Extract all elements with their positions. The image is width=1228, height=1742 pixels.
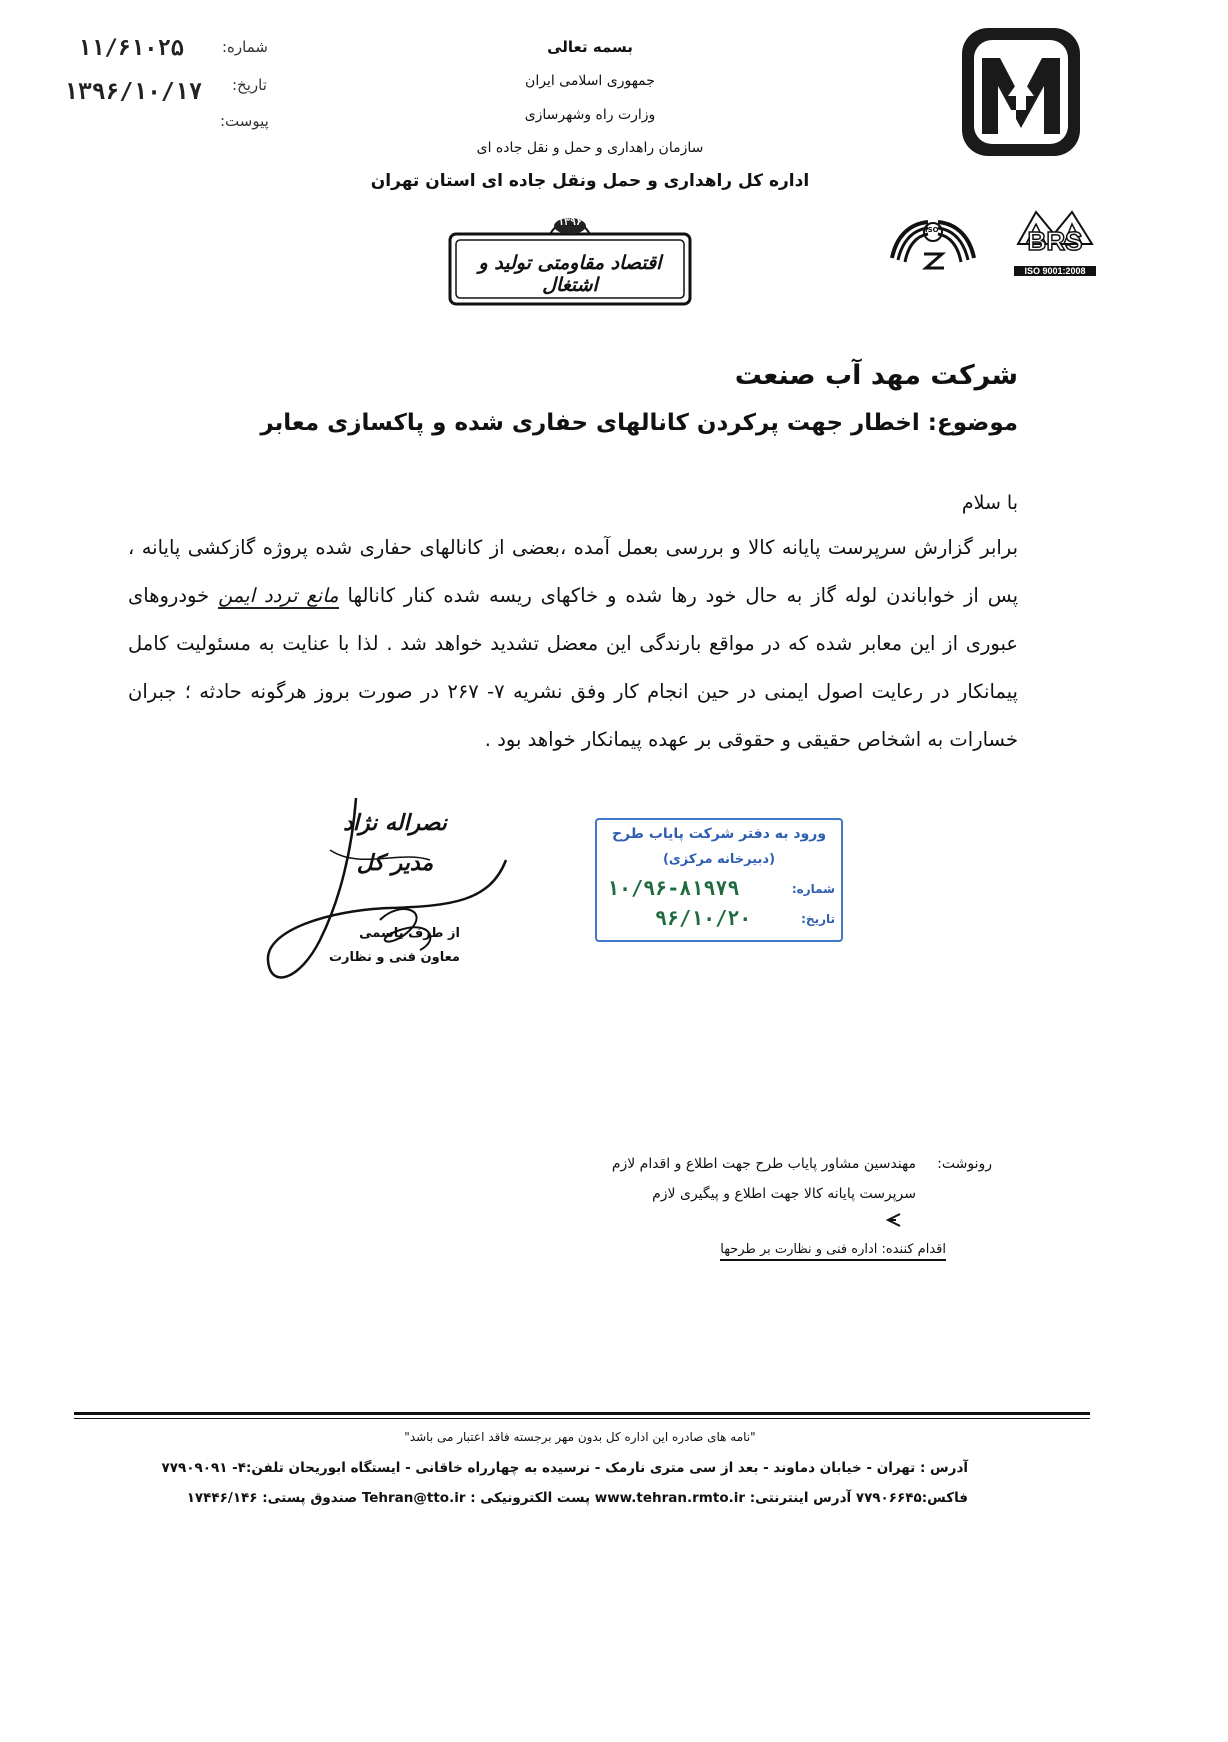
letter-date-value: ۱۳۹۶/۱۰/۱۷ — [64, 79, 203, 105]
received-stamp — [595, 818, 843, 942]
letter-number-value: ۱۱/۶۱۰۲۵ — [78, 36, 184, 61]
cc-line1: مهندسین مشاور پایاب طرح جهت اطلاع و اقدام لازم — [611, 1156, 916, 1172]
certification-seal — [888, 214, 978, 276]
letter-body-part2: خودروهای عبوری از این معابر شده که در مواقع بارندگی این معضل تشدید خواهد شد . لذا با عنایت به مسئولیت کامل پیمانکار در رعایت اصول ایمنی در حین انجام کار وفق نشریه ۷- ۲۶۷ در صورت بروز هرگونه حادثه ؛ جبران خسارات به اشخاص حقیقی و حقوقی بر عهده پیمانکار خواهد بود . — [128, 584, 1018, 751]
footer-divider — [74, 1412, 1090, 1415]
footer-divider-thin — [74, 1418, 1090, 1419]
letter-attachment-label: پیوست: — [220, 112, 269, 130]
footer-contact: فاکس:۷۷۹۰۶۶۴۵ آدرس اینترنتی: www.tehran.rmto.ir پست الکترونیکی : Tehran@tto.ir صندوق پستی: ۱۷۴۴۶/۱۴۶ — [186, 1490, 968, 1506]
slogan-text: اقتصاد مقاومتی تولید و اشتغال — [478, 252, 662, 296]
slogan-box — [446, 204, 694, 308]
footer-address: آدرس : تهران - خیابان دماوند - بعد از سی متری نارمک - نرسیده به چهارراه خاقانی - ایستگاه ابوریحان تلفن:۴- ۷۷۹۰۹۰۹۱ — [161, 1460, 968, 1476]
slogan-year: ۱۳۹۶ — [557, 217, 583, 228]
header-organization: سازمان راهداری و حمل و نقل جاده ای — [476, 140, 704, 156]
header-office: اداره کل راهداری و حمل ونقل جاده ای استان تهران — [370, 171, 810, 191]
letter-subject: موضوع: اخطار جهت پرکردن کانالهای حفاری شده و پاکسازی معابر — [260, 410, 1018, 436]
letter-body — [128, 524, 1018, 764]
check-mark-icon — [884, 1212, 902, 1228]
brs-label: BRS — [1027, 226, 1083, 256]
received-stamp-line2: (دبیرخانه مرکزی) — [662, 852, 776, 867]
received-stamp-date-label: تاریخ: — [801, 912, 835, 926]
signatory-on-behalf: از طرف یاسمی — [359, 926, 460, 941]
signatory-deputy: معاون فنی و نظارت — [328, 950, 460, 965]
letter-body-part1: برابر گزارش سرپرست پایانه کالا و بررسی بعمل آمده ،بعضی از کانالهای حفاری شده پروژه گازکشی پایانه ، پس از خواباندن لوله گاز به حال خود رها شده و خاکهای ریسه شده کنار کانالها — [128, 536, 1018, 607]
letter-date-label: تاریخ: — [232, 76, 267, 94]
header-ministry: وزارت راه وشهرسازی — [524, 107, 656, 123]
received-stamp-date-value: ۹۶/۱۰/۲۰ — [655, 906, 752, 930]
cc-label: رونوشت: — [937, 1156, 992, 1172]
basmala: بسمه تعالی — [547, 38, 633, 56]
brs-iso-badge — [1014, 206, 1096, 280]
header-country: جمهوری اسلامی ایران — [525, 73, 655, 89]
signatory-name: نصراله نژاد — [343, 810, 447, 836]
received-stamp-line1: ورود به دفتر شرکت پایاب طرح — [611, 826, 827, 842]
letter-body-underlined: مانع تردد ایمن — [218, 584, 339, 607]
certification-seal-label: ISO — [925, 226, 939, 234]
letter-number-label: شماره: — [222, 38, 268, 56]
letter-recipient: شرکت مهد آب صنعت — [734, 360, 1018, 391]
received-stamp-number-value: ۱۰/۹۶-۸۱۹۷۹ — [607, 876, 740, 900]
letter-greeting: با سلام — [961, 492, 1018, 514]
signatory-title: مدیر کل — [356, 850, 434, 876]
footer-disclaimer: "نامه های صادره این اداره کل بدون مهر برجسته فاقد اعتبار می باشد" — [404, 1430, 756, 1444]
ministry-logo — [960, 26, 1082, 158]
iso-label: ISO 9001:2008 — [1014, 266, 1096, 276]
cc-action: اقدام کننده: اداره فنی و نظارت بر طرحها — [720, 1242, 946, 1261]
received-stamp-number-label: شماره: — [791, 882, 835, 896]
cc-line2: سرپرست پایانه کالا جهت اطلاع و پیگیری لازم — [652, 1186, 916, 1202]
